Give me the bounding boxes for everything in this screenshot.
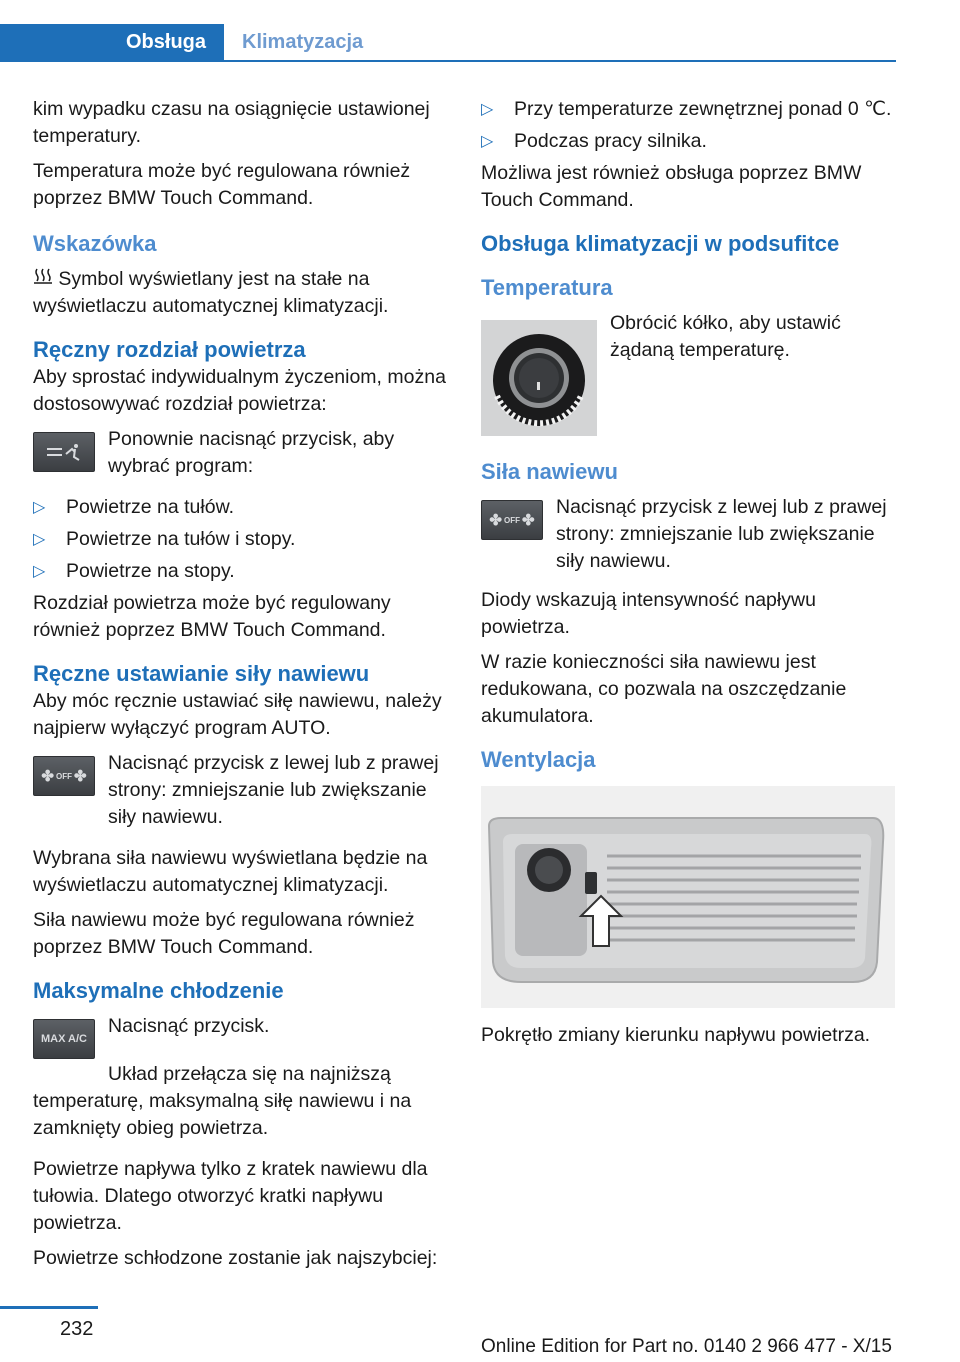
- temperature-dial-row: [481, 310, 899, 436]
- fan-icon: ✤: [489, 511, 502, 529]
- note-text: Symbol wyświetlany jest na stałe na wyświetlaczu automatycznej klimatyzacji.: [33, 268, 389, 317]
- paragraph: Aby móc ręcznie ustawiać siłę nawiewu, należy najpierw wyłączyć program AUTO.: [33, 690, 442, 739]
- paragraph: Nacisnąć przycisk.: [108, 1015, 270, 1037]
- section-heading-max-cooling: Maksymalne chłodzenie: [33, 978, 284, 1003]
- triangle-bullet-icon: ▷: [481, 101, 494, 118]
- list-item: ▷ Powietrze na stopy.: [33, 558, 451, 585]
- paragraph: Pokrętło zmiany kierunku napływu powietrza.: [481, 1024, 871, 1046]
- header-divider: [0, 60, 896, 62]
- paragraph: Nacisnąć przycisk z lewej lub z prawej strony: zmniejszanie lub zwiększanie siły nawiewu.: [556, 496, 887, 572]
- fan-icon: ✤: [74, 767, 87, 785]
- paragraph: Nacisnąć przycisk z lewej lub z prawej strony: zmniejszanie lub zwiększanie siły nawiewu.: [108, 752, 439, 828]
- fan-button-image: ✤ OFF ✤: [481, 500, 543, 540]
- ventilation-image: [481, 786, 895, 1008]
- list-item: ▷ Podczas pracy silnika.: [481, 128, 899, 155]
- paragraph: Powietrze napływa tylko z kratek nawiewu dla tułowia. Dlatego otworzyć kratki napływu powietrza.: [33, 1158, 428, 1234]
- list-item: ▷ Przy temperaturze zewnętrznej ponad 0 ℃.: [481, 96, 899, 123]
- paragraph: Obrócić kółko, aby ustawić żądaną temperaturę.: [610, 312, 841, 361]
- section-heading-note: Wskazówka: [33, 231, 157, 256]
- paragraph: Aby sprostać indywidualnym życzeniom, można dostosowywać rozdział powietrza:: [33, 366, 446, 415]
- tab-klimatyzacja[interactable]: Klimatyzacja: [242, 31, 364, 53]
- section-heading-headliner: Obsługa klimatyzacji w podsufitce: [481, 231, 840, 256]
- air-distribution-button: [33, 432, 95, 472]
- fan-icon: ✤: [522, 511, 535, 529]
- air-distribution-row: [33, 426, 451, 480]
- fan-button: [481, 500, 543, 540]
- air-distribution-button-image: [33, 432, 95, 472]
- fan-button-image: ✤ OFF ✤: [33, 756, 95, 796]
- triangle-bullet-icon: ▷: [33, 499, 46, 516]
- section-heading-fan: Siła nawiewu: [481, 459, 618, 484]
- list-item: ▷ Powietrze na tułów.: [33, 494, 451, 521]
- temperature-dial: [481, 320, 597, 436]
- section-heading-manual-fan: Ręczne ustawianie siły nawiewu: [33, 661, 370, 686]
- paragraph: Temperatura może być regulowana również poprzez BMW Touch Command.: [33, 160, 411, 209]
- section-heading-ventilation: Wentylacja: [481, 747, 596, 772]
- paragraph: Ponownie nacisnąć przycisk, aby wybrać program:: [108, 428, 395, 477]
- seat-heating-icon: [33, 268, 53, 290]
- section-heading-manual-distribution: Ręczny rozdział powietrza: [33, 337, 306, 362]
- fan-button-row: [481, 494, 899, 575]
- paragraph: Powietrze schłodzone zostanie jak najszybciej:: [33, 1247, 438, 1269]
- fan-icon: ✤: [41, 767, 54, 785]
- paragraph: Układ przełącza się na najniższą temperaturę, maksymalną siłę nawiewu i na zamknięty obieg powietrza.: [33, 1063, 412, 1139]
- left-column: [33, 96, 451, 1272]
- max-ac-button: [33, 1019, 95, 1059]
- fan-button-row: [33, 750, 451, 831]
- triangle-bullet-icon: ▷: [33, 563, 46, 580]
- paragraph: kim wypadku czasu na osiągnięcie ustawionej temperatury.: [33, 98, 430, 147]
- page-header: [0, 0, 960, 62]
- paragraph: Możliwa jest również obsługa poprzez BMW Touch Command.: [481, 162, 862, 211]
- note-paragraph: [33, 266, 451, 320]
- right-column: [481, 96, 899, 1049]
- triangle-bullet-icon: ▷: [481, 133, 494, 150]
- temperature-dial-image: [481, 320, 597, 436]
- max-ac-row: [33, 1013, 451, 1059]
- page-number: 232: [60, 1318, 94, 1340]
- paragraph: Diody wskazują intensywność napływu powietrza.: [481, 589, 816, 638]
- footer-divider: [0, 1306, 98, 1309]
- tab-obsluga[interactable]: Obsługa: [0, 24, 224, 61]
- paragraph: Wybrana siła nawiewu wyświetlana będzie na wyświetlaczu automatycznej klimatyzacji.: [33, 847, 428, 896]
- edition-text: Online Edition for Part no. 0140 2 966 477 - X/15: [481, 1336, 892, 1357]
- triangle-bullet-icon: ▷: [33, 531, 46, 548]
- section-heading-temperature: Temperatura: [481, 275, 613, 300]
- paragraph: W razie konieczności siła nawiewu jest redukowana, co pozwala na oszczędzanie akumulatora.: [481, 651, 847, 727]
- paragraph: Siła nawiewu może być regulowana również poprzez BMW Touch Command.: [33, 909, 415, 958]
- max-ac-button-image: MAX A/C: [33, 1019, 95, 1059]
- paragraph: Rozdział powietrza może być regulowany również poprzez BMW Touch Command.: [33, 592, 391, 641]
- list-item: ▷ Powietrze na tułów i stopy.: [33, 526, 451, 553]
- fan-button: [33, 756, 95, 796]
